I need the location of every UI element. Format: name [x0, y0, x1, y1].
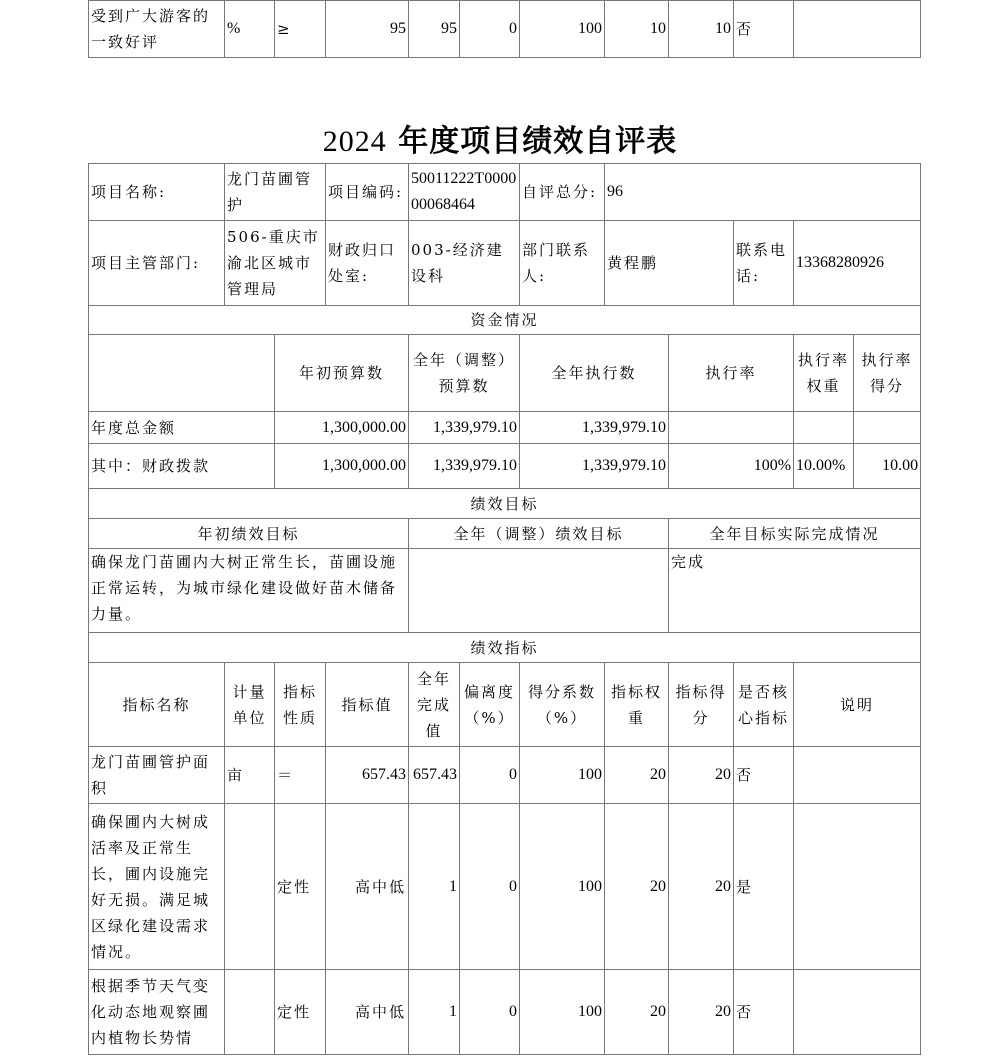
funding-score: 10.00: [854, 444, 921, 489]
indicators-header-row: [89, 663, 921, 747]
contact-label: 部门联系人:: [520, 221, 605, 306]
indicator-coefficient: 100: [520, 970, 605, 1055]
funding-executed: 1,339,979.10: [520, 444, 669, 489]
info-row-project: [89, 164, 921, 221]
indicator-nature: 定性: [275, 804, 326, 970]
indicator-name: 根据季节天气变化动态地观察圃内植物长势情: [89, 970, 225, 1055]
indicator-nature: 定性: [275, 970, 326, 1055]
goals-header-row: [89, 519, 921, 549]
indicator-target: 95: [326, 1, 409, 58]
contact-value: 黄程鹏: [605, 221, 734, 306]
indicator-score: 10: [669, 1, 734, 58]
funding-score: [854, 412, 921, 444]
title-text: 年度项目绩效自评表: [398, 124, 678, 159]
indicator-nature: ≥: [275, 1, 326, 58]
indicators-header-completed: 全年完成值: [409, 663, 460, 747]
funding-adjusted: 1,339,979.10: [409, 444, 520, 489]
indicator-note: [794, 1, 921, 58]
indicators-header-name: 指标名称: [89, 663, 225, 747]
funding-rate: 100%: [669, 444, 794, 489]
indicator-name: 龙门苗圃管护面积: [89, 747, 225, 804]
funding-header-initial: 年初预算数: [275, 335, 409, 412]
indicator-weight: 20: [605, 804, 669, 970]
indicator-score: 20: [669, 747, 734, 804]
indicator-completed: 1: [409, 970, 460, 1055]
funding-adjusted: 1,339,979.10: [409, 412, 520, 444]
goals-row: [89, 549, 921, 633]
funding-initial: 1,300,000.00: [275, 412, 409, 444]
indicators-header-deviation: 偏离度（%）: [460, 663, 520, 747]
indicator-nature: ＝: [275, 747, 326, 804]
indicator-completed: 95: [409, 1, 460, 58]
indicator-note: [794, 970, 921, 1055]
indicator-unit: [225, 970, 275, 1055]
funding-header-score: 执行率得分: [854, 335, 921, 412]
indicators-header-note: 说明: [794, 663, 921, 747]
indicators-header-score: 指标得分: [669, 663, 734, 747]
indicator-deviation: 0: [460, 970, 520, 1055]
goal-initial: 确保龙门苗圃内大树正常生长，苗圃设施正常运转，为城市绿化建设做好苗木储备力量。: [89, 549, 409, 633]
self-score: 96: [605, 164, 921, 221]
indicator-coefficient: 100: [520, 1, 605, 58]
indicator-unit: %: [225, 1, 275, 58]
funding-section-header: [89, 306, 921, 335]
self-evaluation-table: [88, 163, 921, 1055]
funding-header-weight: 执行率权重: [794, 335, 854, 412]
office-value: 003-经济建设科: [409, 221, 520, 306]
phone-label: 联系电话:: [734, 221, 794, 306]
indicator-weight: 20: [605, 747, 669, 804]
indicator-coefficient: 100: [520, 804, 605, 970]
indicators-header-coefficient: 得分系数（%）: [520, 663, 605, 747]
indicators-header-core: 是否核心指标: [734, 663, 794, 747]
indicators-header-nature: 指标性质: [275, 663, 326, 747]
funding-executed: 1,339,979.10: [520, 412, 669, 444]
goal-adjusted: [409, 549, 669, 633]
table-row: [89, 970, 921, 1055]
funding-header-adjusted: 全年（调整）预算数: [409, 335, 520, 412]
indicator-coefficient: 100: [520, 747, 605, 804]
phone-value: 13368280926: [794, 221, 921, 306]
indicator-target: 高中低: [326, 804, 409, 970]
funding-header-executed: 全年执行数: [520, 335, 669, 412]
dept-value: 506-重庆市渝北区城市管理局: [225, 221, 326, 306]
indicator-note: [794, 747, 921, 804]
goal-actual: 完成: [669, 549, 921, 633]
indicator-note: [794, 804, 921, 970]
indicators-title: 绩效指标: [89, 633, 921, 663]
indicator-score: 20: [669, 804, 734, 970]
funding-label: 其中：财政拨款: [89, 444, 275, 489]
indicators-section-header: [89, 633, 921, 663]
goals-section-header: [89, 489, 921, 519]
office-label: 财政归口处室:: [326, 221, 409, 306]
project-name-label: 项目名称:: [89, 164, 225, 221]
title-year: 2024: [322, 125, 387, 158]
funding-rate: [669, 412, 794, 444]
indicator-target: 高中低: [326, 970, 409, 1055]
page-title: [0, 116, 1000, 160]
funding-header-rate: 执行率: [669, 335, 794, 412]
dept-label: 项目主管部门:: [89, 221, 225, 306]
funding-label: 年度总金额: [89, 412, 275, 444]
funding-header-row: [89, 335, 921, 412]
indicator-core: 否: [734, 747, 794, 804]
goals-header-adjusted: 全年（调整）绩效目标: [409, 519, 669, 549]
indicator-name: 确保圃内大树成活率及正常生长，圃内设施完好无损。满足城区绿化建设需求情况。: [89, 804, 225, 970]
indicator-completed: 657.43: [409, 747, 460, 804]
indicator-core: 否: [734, 1, 794, 58]
goals-header-initial: 年初绩效目标: [89, 519, 409, 549]
indicator-deviation: 0: [460, 804, 520, 970]
table-row: [89, 804, 921, 970]
funding-weight: [794, 412, 854, 444]
indicators-header-weight: 指标权重: [605, 663, 669, 747]
indicators-header-unit: 计量单位: [225, 663, 275, 747]
indicator-name: 受到广大游客的一致好评: [89, 1, 225, 58]
indicator-weight: 20: [605, 970, 669, 1055]
indicator-core: 是: [734, 804, 794, 970]
funding-row-total: [89, 412, 921, 444]
funding-header-empty: [89, 335, 275, 412]
goals-header-actual: 全年目标实际完成情况: [669, 519, 921, 549]
indicators-header-target: 指标值: [326, 663, 409, 747]
project-code: 50011222T000000068464: [409, 164, 520, 221]
project-name: 龙门苗圃管护: [225, 164, 326, 221]
previous-indicator-table: [88, 0, 921, 58]
indicator-score: 20: [669, 970, 734, 1055]
indicator-core: 否: [734, 970, 794, 1055]
project-code-label: 项目编码:: [326, 164, 409, 221]
table-row: [89, 747, 921, 804]
funding-title: 资金情况: [89, 306, 921, 335]
indicator-target: 657.43: [326, 747, 409, 804]
indicator-unit: [225, 804, 275, 970]
indicator-completed: 1: [409, 804, 460, 970]
indicator-unit: 亩: [225, 747, 275, 804]
indicator-deviation: 0: [460, 747, 520, 804]
self-score-label: 自评总分:: [520, 164, 605, 221]
funding-row-fiscal: [89, 444, 921, 489]
indicator-weight: 10: [605, 1, 669, 58]
indicator-deviation: 0: [460, 1, 520, 58]
funding-weight: 10.00%: [794, 444, 854, 489]
funding-initial: 1,300,000.00: [275, 444, 409, 489]
goals-title: 绩效目标: [89, 489, 921, 519]
info-row-dept: [89, 221, 921, 306]
table-row: [89, 1, 921, 58]
